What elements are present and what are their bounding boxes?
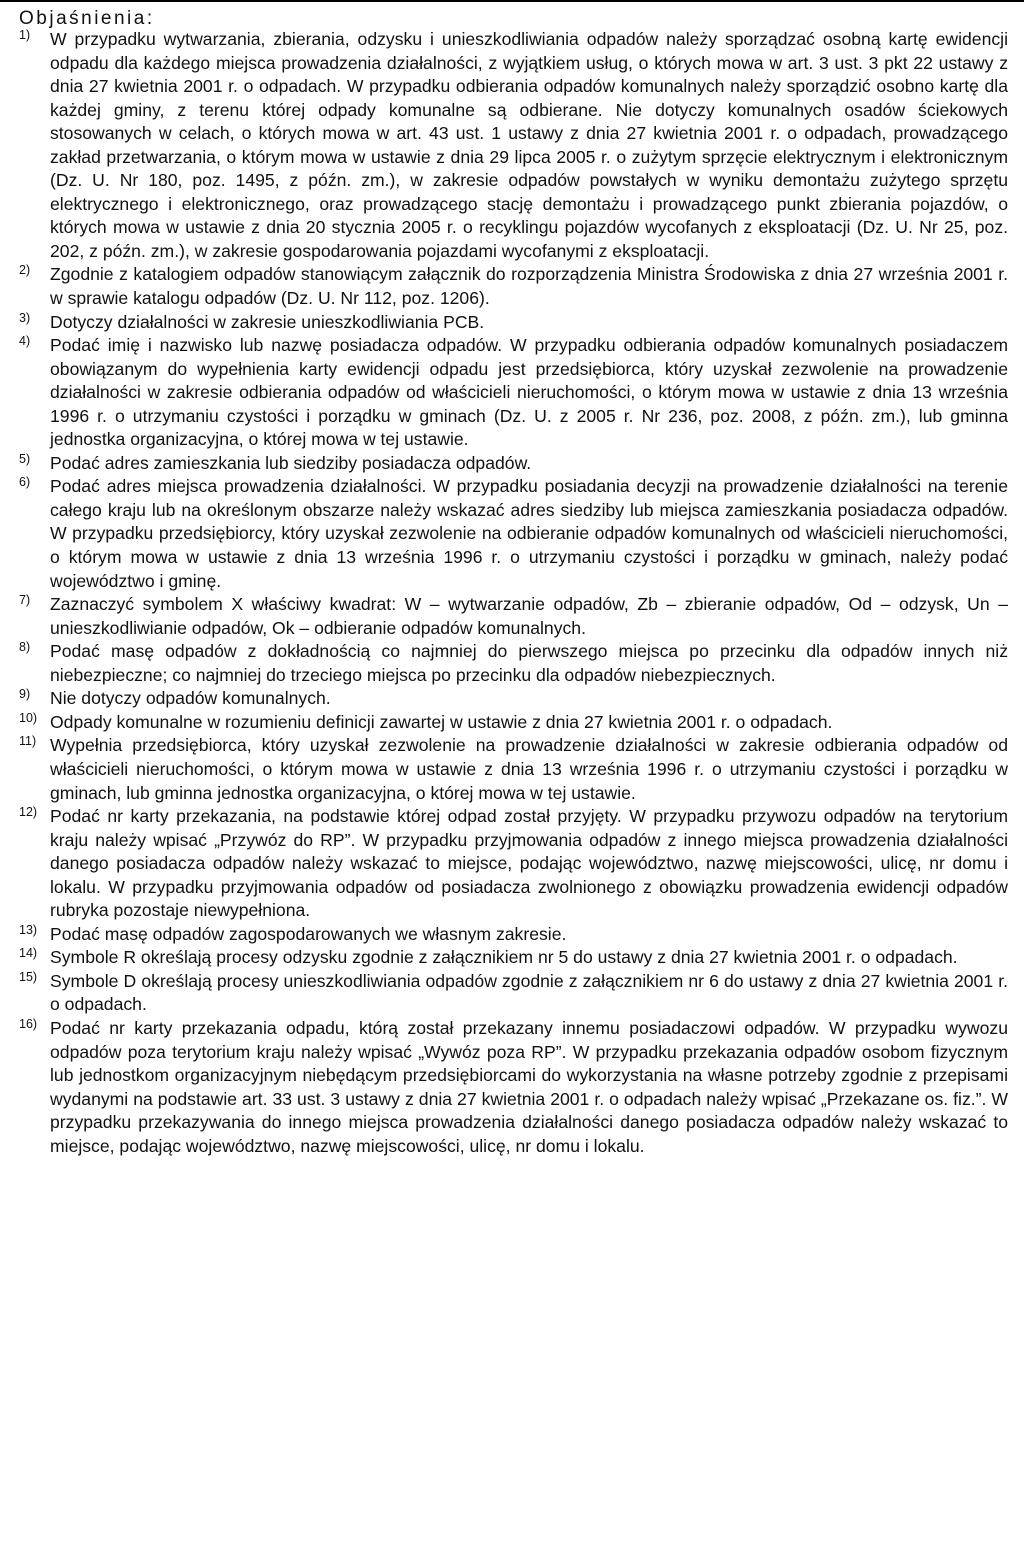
footnote-12	[0, 805, 1024, 923]
footnote-10	[0, 711, 1024, 735]
footnote-9	[0, 687, 1024, 711]
footnote-number: 3)	[19, 310, 31, 325]
footnote-text: Zgodnie z katalogiem odpadów stanowiącym załącznik do rozporządzenia Ministra Środowiska z dnia 27 września 2001 r. w sprawie katalogu odpadów (Dz. U. Nr 112, poz. 1206).	[50, 264, 1008, 309]
footnote-15	[0, 970, 1024, 1017]
footnote-14	[0, 946, 1024, 970]
footnote-list	[0, 28, 1024, 1158]
footnote-number: 9)	[19, 687, 31, 702]
footnote-number: 2)	[19, 263, 31, 278]
footnote-number: 11)	[19, 734, 37, 749]
footnote-number: 6)	[19, 475, 31, 490]
footnote-number: 8)	[19, 640, 31, 655]
footnote-8	[0, 640, 1024, 687]
footnote-5	[0, 452, 1024, 476]
footnote-text: Nie dotyczy odpadów komunalnych.	[50, 688, 331, 709]
footnote-number: 1)	[19, 28, 31, 42]
footnote-text: Odpady komunalne w rozumieniu definicji zawartej w ustawie z dnia 27 kwietnia 2001 r. o odpadach.	[50, 711, 833, 732]
footnote-3	[0, 311, 1024, 335]
footnote-text: Dotyczy działalności w zakresie unieszkodliwiania PCB.	[50, 311, 485, 332]
footnote-16	[0, 1017, 1024, 1158]
footnote-text: Podać nr karty przekazania, na podstawie której odpad został przyjęty. W przypadku przywozu odpadów na terytorium kraju należy wpisać „Przywóz do RP”. W przypadku przyjmowania odpadów z innego miejsca prowadzenia działalności danego posiadacza odpadów należy wskazać to miejsce, podając województwo, nazwę miejscowości, ulicę, nr domu i lokalu. W przypadku przyjmowania odpadów od posiadacza zwolnionego z obowiązku prowadzenia ewidencji odpadów rubryka pozostaje niewypełniona.	[50, 806, 1008, 921]
footnote-text: Podać adres zamieszkania lub siedziby posiadacza odpadów.	[50, 452, 532, 473]
footnote-number: 10)	[19, 710, 38, 725]
footnote-number: 7)	[19, 593, 31, 608]
footnote-text: Symbole D określają procesy unieszkodliwiania odpadów zgodnie z załącznikiem nr 6 do ustawy z dnia 27 kwietnia 2001 r. o odpadach.	[50, 970, 1008, 1015]
footnote-11	[0, 734, 1024, 805]
footnote-2	[0, 263, 1024, 310]
footnote-text: Podać masę odpadów zagospodarowanych we własnym zakresie.	[50, 923, 567, 944]
footnote-text: Podać adres miejsca prowadzenia działalności. W przypadku posiadania decyzji na prowadzenie działalności na terenie całego kraju lub na określonym obszarze należy wskazać adres siedziby lub miejsca zamieszkania posiadacza odpadów. W przypadku przedsiębiorcy, który uzyskał zezwolenie na odbieranie odpadów komunalnych od właścicieli nieruchomości, o którym mowa w ustawie z dnia 13 września 1996 r. o utrzymaniu czystości i porządku w gminach, należy podać województwo i gminę.	[50, 476, 1008, 591]
footnote-number: 4)	[19, 334, 31, 349]
footnote-number: 13)	[19, 922, 38, 937]
footnote-text: Symbole R określają procesy odzysku zgodnie z załącznikiem nr 5 do ustawy z dnia 27 kwietnia 2001 r. o odpadach.	[50, 947, 958, 968]
footnote-6	[0, 475, 1024, 593]
footnote-text: Wypełnia przedsiębiorca, który uzyskał zezwolenie na prowadzenie działalności w zakresie odbierania odpadów od właścicieli nieruchomości, o którym mowa w ustawie z dnia 13 września 1996 r. o utrzymaniu czystości i porządku w gminach, lub gminna jednostka organizacyjna, o której mowa w tej ustawie.	[50, 735, 1008, 803]
footnote-number: 12)	[19, 805, 38, 820]
footnote-text: Podać nr karty przekazania odpadu, którą został przekazany innemu posiadaczowi odpadów. W przypadku wywozu odpadów poza terytorium kraju należy wpisać „Wywóz poza RP”. W przypadku przekazania odpadów osobom fizycznym lub jednostkom organizacyjnym niebędącym przedsiębiorcami do wykorzystania na własne potrzeby zgodnie z przepisami wydanymi na podstawie art. 33 ust. 3 ustawy z dnia 27 kwietnia 2001 r. o odpadach należy wpisać „Przekazane os. fiz.”. W przypadku przekazywania do innego miejsca prowadzenia działalności danego posiadacza odpadów należy wskazać to miejsce, podając województwo, nazwę miejscowości, ulicę, nr domu i lokalu.	[50, 1017, 1008, 1156]
footnote-number: 14)	[19, 946, 38, 961]
footnote-number: 15)	[19, 969, 38, 984]
footnote-13	[0, 923, 1024, 947]
footnote-7	[0, 593, 1024, 640]
explanations-heading: Objaśnienia:	[19, 8, 155, 29]
footnote-text: Podać masę odpadów z dokładnością co najmniej do pierwszego miejsca po przecinku dla odpadów innych niż niebezpieczne; co najmniej do trzeciego miejsca po przecinku dla odpadów niebezpiecznych.	[50, 641, 1008, 685]
footnote-4	[0, 334, 1024, 452]
footnote-1	[0, 28, 1024, 263]
footnote-text: Zaznaczyć symbolem X właściwy kwadrat: W – wytwarzanie odpadów, Zb – zbieranie odpadów, Od – odzysk, Un – unieszkodliwianie odpadów, Ok – odbieranie odpadów komunalnych.	[50, 594, 1008, 638]
footnote-number: 16)	[19, 1016, 38, 1031]
footnote-text: W przypadku wytwarzania, zbierania, odzysku i unieszkodliwiania odpadów należy sporządzać osobną kartę ewidencji odpadu dla każdego miejsca prowadzenia działalności, z wyjątkiem usług, o których mowa w art. 3 ust. 3 pkt 22 ustawy z dnia 27 kwietnia 2001 r. o odpadach. W przypadku odbierania odpadów komunalnych należy sporządzić osobno kartę dla każdej gminy, z terenu której odpady komunalne są odbierane. Nie dotyczy komunalnych osadów ściekowych stosowanych w celach, o których mowa w art. 43 ust. 1 ustawy z dnia 27 kwietnia 2001 r. o odpadach, prowadzącego zakład przetwarzania, o którym mowa w ustawie z dnia 29 lipca 2005 r. o zużytym sprzęcie elektrycznym i elektronicznym (Dz. U. Nr 180, poz. 1495, z późn. zm.), w zakresie odpadów powstałych w wyniku demontażu zużytego sprzętu elektrycznego i elektronicznego, oraz prowadzącego stację demontażu i prowadzącego punkt zbierania pojazdów, o których mowa w ustawie z dnia 20 stycznia 2005 r. o recyklingu pojazdów wycofanych z eksploatacji (Dz. U. Nr 25, poz. 202, z późn. zm.), w zakresie gospodarowania pojazdami wycofanymi z eksploatacji.	[50, 29, 1008, 261]
footnote-number: 5)	[19, 451, 31, 466]
footnote-text: Podać imię i nazwisko lub nazwę posiadacza odpadów. W przypadku odbierania odpadów komunalnych posiadaczem obowiązanym do wypełnienia karty ewidencji odpadu jest przedsiębiorca, który uzyskał zezwolenie na prowadzenie działalności w zakresie odbierania odpadów od właścicieli nieruchomości, o którym mowa w ustawie z dnia 13 września 1996 r. o utrzymaniu czystości i porządku w gminach (Dz. U. z 2005 r. Nr 236, poz. 2008, z późn. zm.), lub gminna jednostka organizacyjna, o której mowa w tej ustawie.	[50, 335, 1008, 450]
